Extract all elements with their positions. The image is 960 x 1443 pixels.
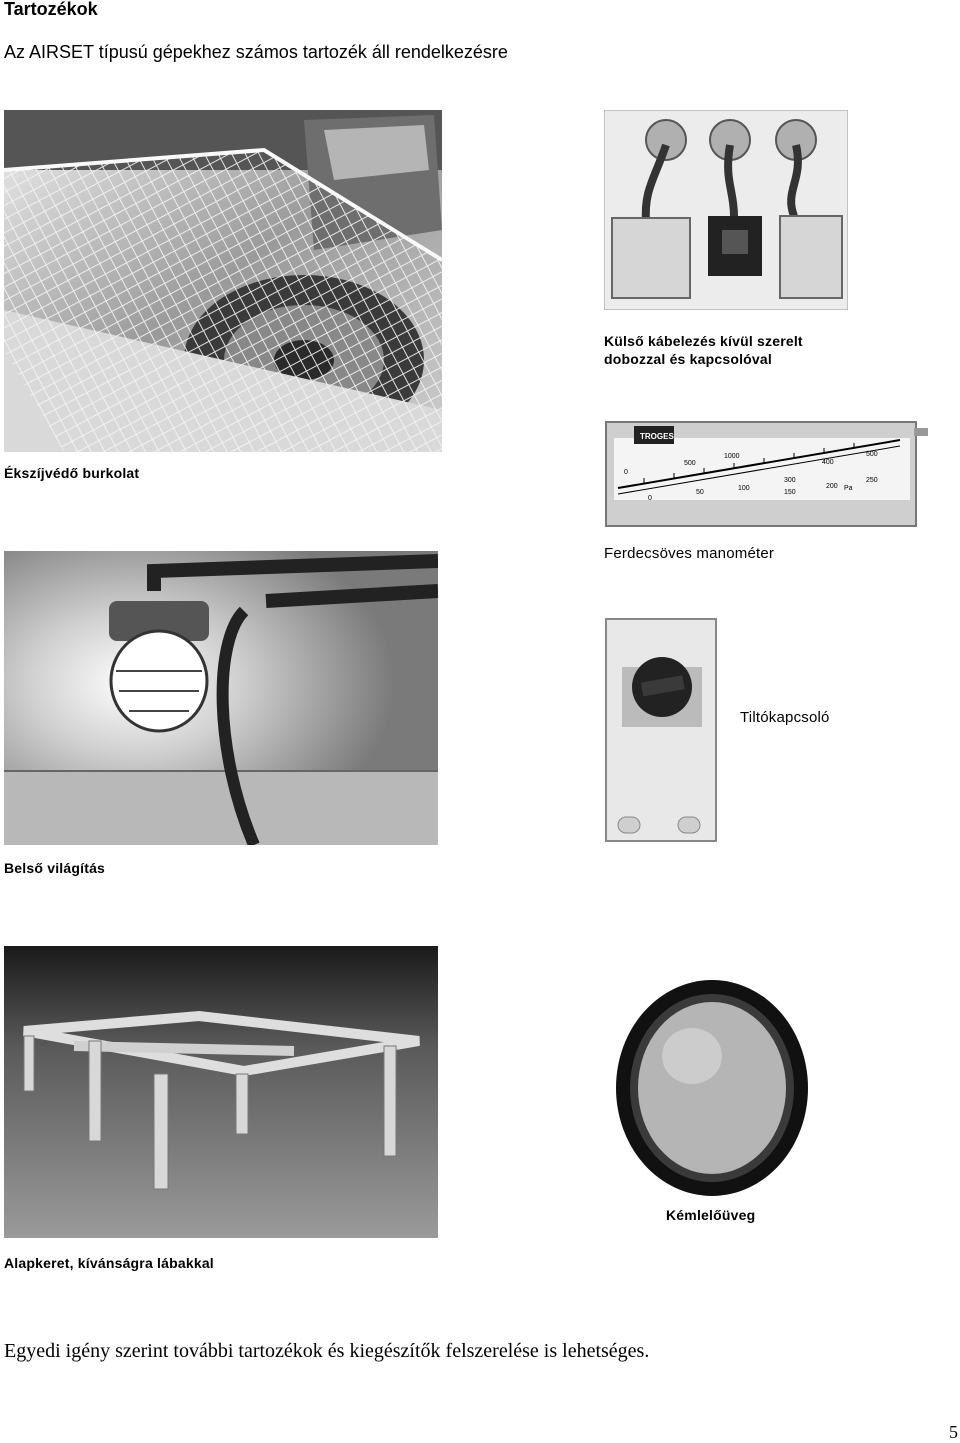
- inspection-glass-photo: [612, 976, 812, 1200]
- inspection-glass-caption: Kémlelőüveg: [666, 1207, 756, 1223]
- manometer-tick: 50: [696, 489, 704, 496]
- external-cabling-photo: [604, 110, 848, 310]
- manometer-tick: 100: [738, 485, 750, 492]
- manometer-tick: 0: [648, 495, 652, 502]
- interior-lighting-caption: Belső világítás: [4, 860, 106, 876]
- manometer-brand: TROGES: [640, 432, 674, 441]
- manometer-tick: 200: [826, 483, 838, 490]
- manometer-tick: 250: [866, 477, 878, 484]
- manometer-caption: Ferdecsöves manométer: [604, 545, 775, 562]
- manometer-tick: 500: [866, 451, 878, 458]
- manometer-tick: 150: [784, 489, 796, 496]
- manometer-tick: 300: [784, 477, 796, 484]
- external-cabling-caption-line2: dobozzal és kapcsolóval: [604, 351, 772, 367]
- base-frame-photo: [4, 946, 438, 1238]
- manometer-unit: Pa: [844, 485, 853, 492]
- belt-guard-photo: [4, 110, 442, 452]
- manometer-photo: [604, 418, 932, 528]
- page-number: 5: [949, 1422, 958, 1442]
- manometer-tick: 400: [822, 459, 834, 466]
- isolator-switch-caption: Tiltókapcsoló: [740, 709, 830, 726]
- external-cabling-caption-line1: Külső kábelezés kívül szerelt: [604, 333, 803, 349]
- base-frame-caption: Alapkeret, kívánságra lábakkal: [4, 1255, 214, 1271]
- page-title: Tartozékok: [4, 0, 98, 19]
- manometer-tick: 500: [684, 460, 696, 467]
- footer-text: Egyedi igény szerint további tartozékok és kiegészítők felszerelése is lehetséges.: [4, 1340, 650, 1362]
- external-cabling-caption: [604, 332, 803, 368]
- isolator-switch-photo: [604, 617, 718, 843]
- manometer-tick: 1000: [724, 453, 740, 460]
- belt-guard-caption: Ékszíjvédő burkolat: [4, 465, 140, 481]
- manometer-tick: 0: [624, 469, 628, 476]
- intro-text: Az AIRSET típusú gépekhez számos tartozék áll rendelkezésre: [4, 42, 508, 62]
- interior-lighting-photo: [4, 551, 438, 845]
